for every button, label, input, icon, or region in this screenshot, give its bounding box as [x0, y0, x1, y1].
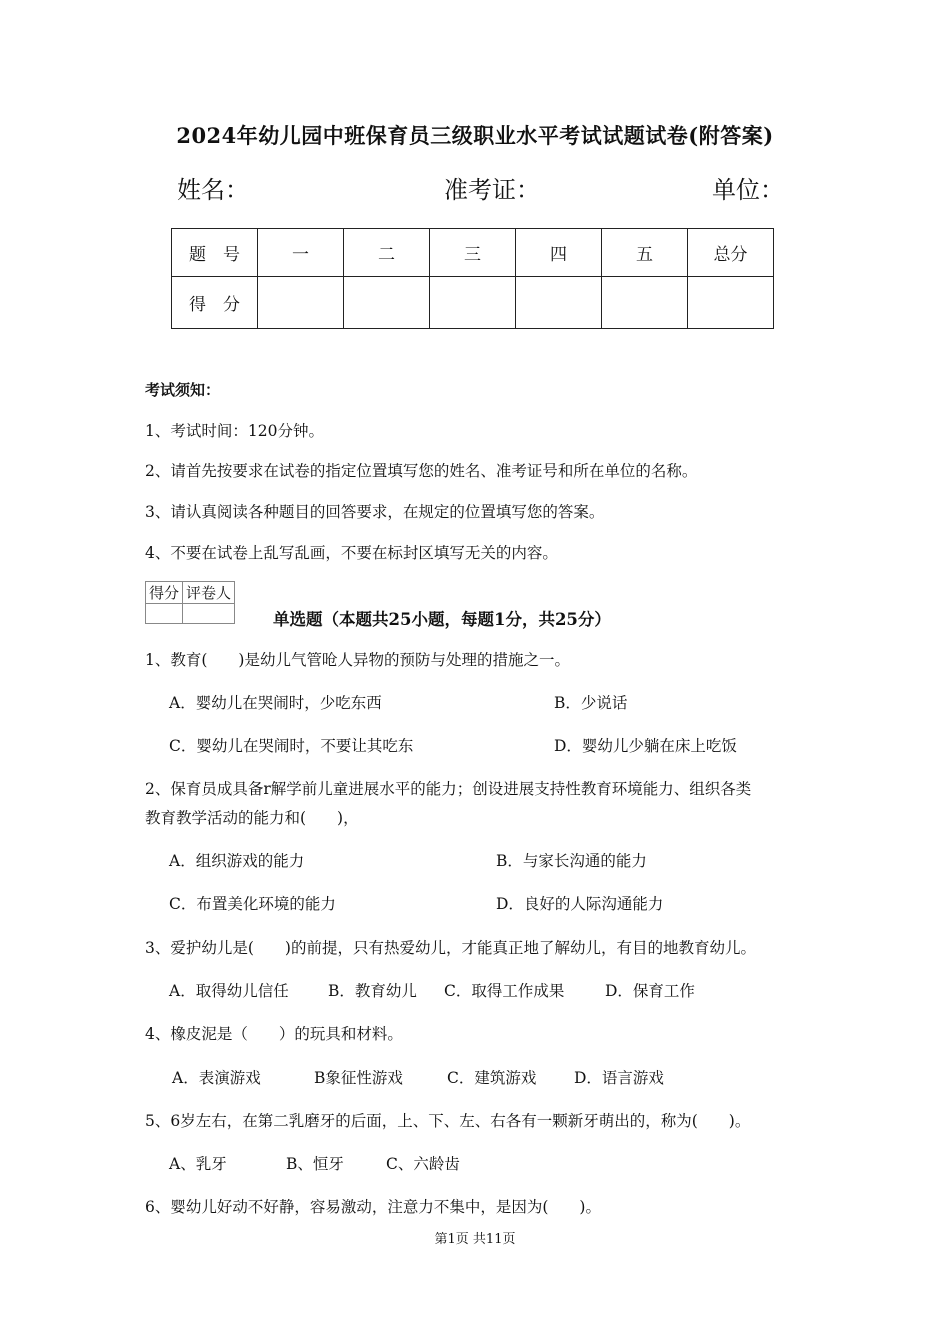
question-text: 4、橡皮泥是（ ）的玩具和材料。 [145, 1025, 403, 1043]
notice-item: 4、不要在试卷上乱写乱画，不要在标封区填写无关的内容。 [145, 544, 558, 562]
option[interactable]: C．布置美化环境的能力 [169, 895, 336, 913]
score-table-header-cell: 二 [344, 229, 430, 277]
grader-box-score-label: 得分 [146, 582, 183, 604]
option[interactable]: B．教育幼儿 [328, 982, 417, 1000]
score-table-header-cell: 五 [602, 229, 688, 277]
question-text: 5、6岁左右，在第二乳磨牙的后面，上、下、左、右各有一颗新牙萌出的，称为( )。 [145, 1112, 751, 1130]
score-table-row-label: 得 分 [172, 277, 258, 329]
option[interactable]: C．建筑游戏 [447, 1069, 537, 1087]
unit-field-label: 单位： [712, 176, 784, 204]
score-table-header-cell: 一 [258, 229, 344, 277]
option[interactable]: C、六龄齿 [386, 1155, 460, 1173]
option[interactable]: B象征性游戏 [314, 1069, 403, 1087]
option[interactable]: A．取得幼儿信任 [169, 982, 289, 1000]
option[interactable]: D．语言游戏 [574, 1069, 664, 1087]
notice-heading: 考试须知： [145, 381, 221, 399]
score-cell[interactable] [430, 277, 516, 329]
question-text: 1、教育( )是幼儿气管呛人异物的预防与处理的措施之一。 [145, 651, 570, 669]
exam-id-field-label: 准考证： [444, 176, 540, 204]
score-table-header-cell: 总分 [688, 229, 774, 277]
option[interactable]: A、乳牙 [169, 1155, 227, 1173]
question-text: 教育教学活动的能力和( )， [145, 809, 359, 827]
page-footer: 第1页 共11页 [434, 1232, 516, 1247]
option[interactable]: C．取得工作成果 [444, 982, 565, 1000]
option[interactable]: D．良好的人际沟通能力 [496, 895, 664, 913]
option[interactable]: C．婴幼儿在哭闹时，不要让其吃东 [169, 737, 414, 755]
grader-box-grader-cell[interactable] [183, 604, 235, 624]
name-field-label: 姓名： [177, 176, 249, 204]
score-table-header-row [172, 229, 774, 277]
option[interactable]: B．少说话 [554, 694, 628, 712]
question-text: 3、爱护幼儿是( )的前提，只有热爱幼儿，才能真正地了解幼儿，有目的地教育幼儿。 [145, 939, 756, 957]
score-table [171, 228, 774, 329]
option[interactable]: B．与家长沟通的能力 [496, 852, 647, 870]
notice-item: 3、请认真阅读各种题目的回答要求，在规定的位置填写您的答案。 [145, 503, 605, 521]
score-table-score-row [172, 277, 774, 329]
notice-item: 1、考试时间：120分钟。 [145, 422, 324, 440]
score-cell[interactable] [688, 277, 774, 329]
grader-box-score-cell[interactable] [146, 604, 183, 624]
option[interactable]: D．婴幼儿少躺在床上吃饭 [554, 737, 737, 755]
score-cell[interactable] [516, 277, 602, 329]
document-title: 2024年幼儿园中班保育员三级职业水平考试试题试卷(附答案) [176, 123, 774, 148]
option[interactable]: B、恒牙 [286, 1155, 344, 1173]
option[interactable]: A．表演游戏 [172, 1069, 261, 1087]
question-text: 6、婴幼儿好动不好静，容易激动，注意力不集中，是因为( )。 [145, 1198, 601, 1216]
option[interactable]: D．保育工作 [605, 982, 695, 1000]
score-cell[interactable] [258, 277, 344, 329]
option[interactable]: A．组织游戏的能力 [169, 852, 305, 870]
section-title: 单选题（本题共25小题，每题1分，共25分） [273, 610, 611, 629]
grader-box-grader-label: 评卷人 [183, 582, 235, 604]
grader-box [145, 581, 235, 624]
score-table-header-cell: 三 [430, 229, 516, 277]
score-table-header-cell: 四 [516, 229, 602, 277]
question-text: 2、保育员成具备r解学前儿童进展水平的能力；创设进展支持性教育环境能力、组织各类 [145, 780, 752, 798]
score-table-header-cell: 题 号 [172, 229, 258, 277]
score-cell[interactable] [344, 277, 430, 329]
score-cell[interactable] [602, 277, 688, 329]
notice-item: 2、请首先按要求在试卷的指定位置填写您的姓名、准考证号和所在单位的名称。 [145, 462, 698, 480]
option[interactable]: A．婴幼儿在哭闹时，少吃东西 [169, 694, 382, 712]
